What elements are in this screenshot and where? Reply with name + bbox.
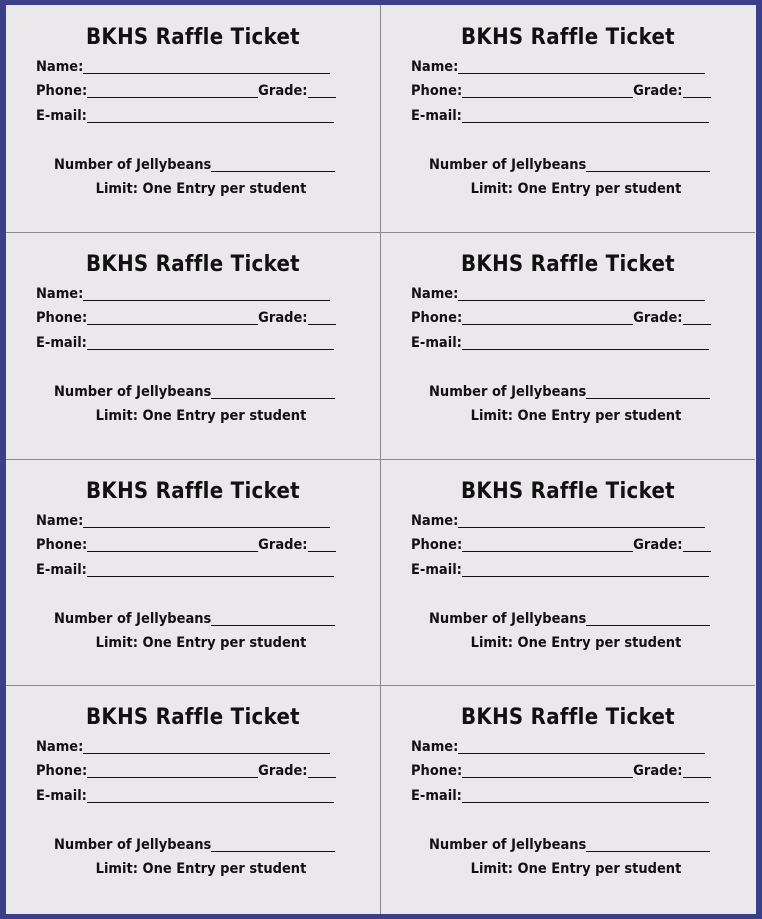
raffle-ticket (6, 5, 380, 232)
email-label: E-mail: (36, 788, 87, 804)
grade-field[interactable] (308, 309, 336, 325)
jellybeans-field[interactable] (586, 383, 710, 399)
name-label: Name: (411, 59, 459, 75)
grade-label: Grade: (258, 83, 308, 99)
email-label: E-mail: (411, 788, 462, 804)
grade-field[interactable] (308, 536, 336, 552)
name-row (411, 737, 705, 757)
jellybeans-label: Number of Jellybeans (54, 157, 212, 173)
jellybeans-row (429, 382, 710, 402)
name-field[interactable] (83, 285, 330, 301)
phone-row (36, 308, 336, 328)
email-label: E-mail: (36, 335, 87, 351)
email-field[interactable] (87, 787, 334, 803)
jellybeans-row (54, 609, 335, 629)
limit-text: Limit: One Entry per student (95, 408, 307, 424)
email-row (411, 333, 709, 353)
raffle-ticket (381, 232, 755, 459)
ticket-title: BKHS Raffle Ticket (86, 252, 300, 277)
jellybeans-field[interactable] (211, 383, 335, 399)
email-row (36, 560, 334, 580)
email-row (411, 786, 709, 806)
limit-text: Limit: One Entry per student (470, 408, 682, 424)
email-field[interactable] (462, 107, 709, 123)
phone-label: Phone: (36, 310, 88, 326)
email-field[interactable] (462, 561, 709, 577)
email-label: E-mail: (411, 108, 462, 124)
jellybeans-row (429, 609, 710, 629)
email-field[interactable] (462, 334, 709, 350)
jellybeans-field[interactable] (211, 610, 335, 626)
raffle-ticket (381, 685, 755, 912)
raffle-ticket (381, 459, 755, 686)
name-row (36, 511, 330, 531)
email-row (36, 786, 334, 806)
name-label: Name: (36, 286, 84, 302)
ticket-title: BKHS Raffle Ticket (461, 479, 675, 504)
phone-row (411, 535, 711, 555)
phone-field[interactable] (87, 536, 258, 552)
jellybeans-row (54, 835, 335, 855)
jellybeans-row (429, 155, 710, 175)
ticket-title: BKHS Raffle Ticket (86, 25, 300, 50)
phone-label: Phone: (36, 763, 88, 779)
email-row (36, 333, 334, 353)
name-field[interactable] (458, 512, 705, 528)
grade-field[interactable] (683, 762, 711, 778)
grade-label: Grade: (258, 537, 308, 553)
email-row (411, 106, 709, 126)
jellybeans-field[interactable] (586, 836, 710, 852)
ticket-title: BKHS Raffle Ticket (461, 705, 675, 730)
grade-field[interactable] (683, 536, 711, 552)
name-label: Name: (411, 513, 459, 529)
jellybeans-label: Number of Jellybeans (429, 384, 587, 400)
grade-field[interactable] (683, 82, 711, 98)
jellybeans-field[interactable] (211, 836, 335, 852)
email-label: E-mail: (411, 562, 462, 578)
email-label: E-mail: (411, 335, 462, 351)
grade-field[interactable] (683, 309, 711, 325)
raffle-ticket (381, 5, 755, 232)
name-field[interactable] (83, 58, 330, 74)
name-row (36, 737, 330, 757)
grade-label: Grade: (633, 83, 683, 99)
name-row (36, 57, 330, 77)
phone-label: Phone: (411, 537, 463, 553)
phone-label: Phone: (411, 763, 463, 779)
ticket-title: BKHS Raffle Ticket (86, 479, 300, 504)
jellybeans-row (54, 382, 335, 402)
grade-label: Grade: (633, 763, 683, 779)
phone-field[interactable] (87, 82, 258, 98)
jellybeans-field[interactable] (586, 156, 710, 172)
grade-label: Grade: (258, 310, 308, 326)
grade-label: Grade: (633, 310, 683, 326)
ticket-title: BKHS Raffle Ticket (461, 252, 675, 277)
email-label: E-mail: (36, 108, 87, 124)
name-field[interactable] (458, 738, 705, 754)
grade-field[interactable] (308, 82, 336, 98)
phone-row (411, 81, 711, 101)
phone-row (36, 535, 336, 555)
jellybeans-label: Number of Jellybeans (54, 384, 212, 400)
phone-field[interactable] (87, 309, 258, 325)
phone-field[interactable] (462, 82, 633, 98)
ticket-title: BKHS Raffle Ticket (461, 25, 675, 50)
jellybeans-label: Number of Jellybeans (54, 611, 212, 627)
name-field[interactable] (83, 738, 330, 754)
name-field[interactable] (458, 285, 705, 301)
limit-text: Limit: One Entry per student (470, 635, 682, 651)
jellybeans-label: Number of Jellybeans (54, 837, 212, 853)
phone-label: Phone: (36, 83, 88, 99)
limit-text: Limit: One Entry per student (470, 861, 682, 877)
limit-text: Limit: One Entry per student (470, 181, 682, 197)
name-row (411, 511, 705, 531)
ticket-sheet (6, 5, 755, 914)
phone-row (411, 761, 711, 781)
phone-row (411, 308, 711, 328)
email-row (411, 560, 709, 580)
email-field[interactable] (87, 561, 334, 577)
limit-text: Limit: One Entry per student (95, 861, 307, 877)
raffle-ticket (6, 685, 380, 912)
jellybeans-label: Number of Jellybeans (429, 157, 587, 173)
phone-field[interactable] (462, 536, 633, 552)
phone-row (36, 81, 336, 101)
name-label: Name: (411, 739, 459, 755)
grade-field[interactable] (308, 762, 336, 778)
grade-label: Grade: (633, 537, 683, 553)
name-field[interactable] (458, 58, 705, 74)
phone-row (36, 761, 336, 781)
phone-label: Phone: (411, 310, 463, 326)
limit-text: Limit: One Entry per student (95, 635, 307, 651)
phone-field[interactable] (87, 762, 258, 778)
email-label: E-mail: (36, 562, 87, 578)
name-label: Name: (411, 286, 459, 302)
name-label: Name: (36, 59, 84, 75)
phone-label: Phone: (411, 83, 463, 99)
email-row (36, 106, 334, 126)
phone-label: Phone: (36, 537, 88, 553)
raffle-ticket (6, 459, 380, 686)
jellybeans-row (429, 835, 710, 855)
name-row (411, 57, 705, 77)
jellybeans-row (54, 155, 335, 175)
jellybeans-label: Number of Jellybeans (429, 837, 587, 853)
name-label: Name: (36, 513, 84, 529)
name-field[interactable] (83, 512, 330, 528)
email-field[interactable] (87, 334, 334, 350)
limit-text: Limit: One Entry per student (95, 181, 307, 197)
name-row (36, 284, 330, 304)
jellybeans-label: Number of Jellybeans (429, 611, 587, 627)
email-field[interactable] (462, 787, 709, 803)
email-field[interactable] (87, 107, 334, 123)
jellybeans-field[interactable] (211, 156, 335, 172)
phone-field[interactable] (462, 762, 633, 778)
name-label: Name: (36, 739, 84, 755)
jellybeans-field[interactable] (586, 610, 710, 626)
raffle-ticket (6, 232, 380, 459)
grade-label: Grade: (258, 763, 308, 779)
name-row (411, 284, 705, 304)
phone-field[interactable] (462, 309, 633, 325)
ticket-title: BKHS Raffle Ticket (86, 705, 300, 730)
